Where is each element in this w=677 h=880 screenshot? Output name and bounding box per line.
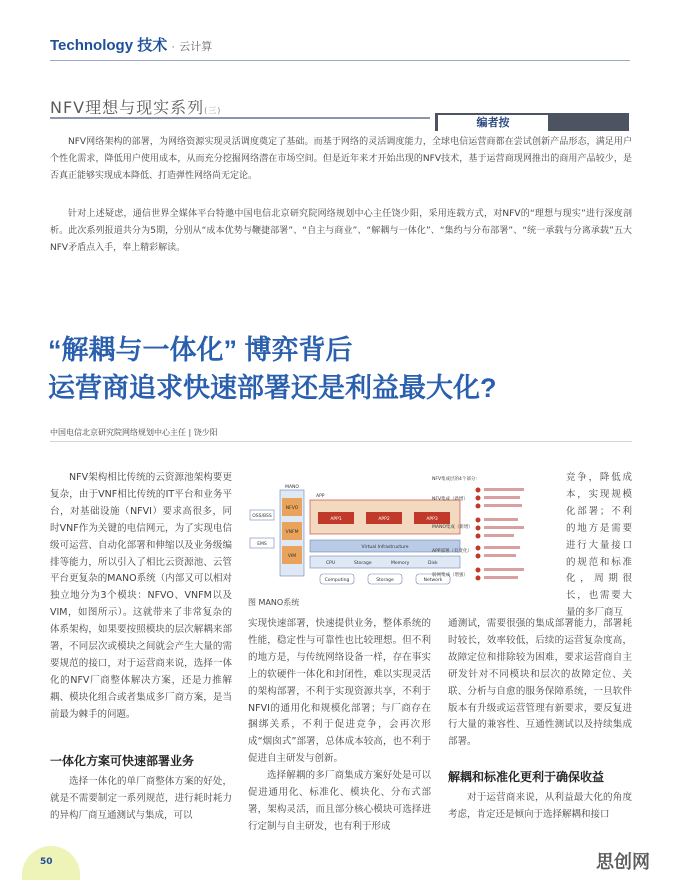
author-rule xyxy=(50,441,632,442)
section-category: 云计算 xyxy=(179,41,213,53)
header-separator: · xyxy=(171,41,176,53)
col3-subheading: 解耦和标准化更利于确保收益 xyxy=(448,770,605,784)
legend-group-2: MANO集成（新增） xyxy=(432,525,473,530)
oss-bss-label: OSS/BSS xyxy=(252,514,272,519)
column-3-continued xyxy=(448,790,632,824)
app1-label: APP1 xyxy=(330,517,342,522)
editor-note-paragraph-2: 针对上述疑虑，通信世界全媒体平台特邀中国电信北京研究院网络规划中心主任饶少阳，采用连载方式，对NFV的“理想与现实”进行深度剖析。此次系列报道共分为5期，分别从“成本优势与鞭捷部署”、“自主与商业”、“解耦与一体化”、“集约与分布部署”、“统一承载与分离承载”五大NFV矛盾点入手，奉上精彩解读。 xyxy=(50,209,632,253)
app2-label: APP2 xyxy=(378,517,390,522)
series-title-text: NFV理想与现实系列 xyxy=(50,98,205,117)
legend-group-1: NFV集成（新增） xyxy=(432,497,469,502)
col3-paragraph-2: 通测试，需要很强的集成部署能力，部署耗时较长，效率较低，后续的运营复杂度高，故障定位和排除较为困难，要求运营商自主研发针对不同模块和层次的故障定位、关联、分析与自愈的服务保障系统，一旦软件版本有升级或运营管理有新要求，要反复进行大量的兼容性、互通性测试以及持续集成部署。 xyxy=(448,618,632,748)
col1-paragraph-2: 选择一体化的单厂商整体方案的好处，就是不需要制定一系列规范，进行耗时耗力的异构厂商互通测试与集成，可以 xyxy=(50,776,232,821)
col2-paragraph-1: 实现快速部署，快速提供业务，整体系统的性能，稳定性与可靠性也比较理想。但不利的地方是，与传统网络设备一样，存在事实上的软硬件一体化和封闭性，难以实现灵活的架构部署，不利于实现资源共享，不利于NFVI的通用化和规模化部署；与厂商存在捆绑关系，不利于促进竞争，会再次形成“烟囱式”部署，总体成本较高，也不利于促进自主研发与创新。 xyxy=(248,618,431,765)
col2-paragraph-2: 选择解耦的多厂商集成方案好处是可以促进通用化、标准化、模块化、分布式部署，架构灵活，而且部分核心模块可选择进行定制与自主研发，也有利于形成 xyxy=(248,770,431,832)
cpu-label: CPU xyxy=(326,561,336,566)
mano-label: MANO xyxy=(285,485,299,490)
column-3-top xyxy=(566,470,632,622)
article-title-line-1: “解耦与一体化” 博弈背后 xyxy=(48,335,353,365)
section-name-en: Technology xyxy=(50,37,134,54)
series-title xyxy=(50,95,221,118)
column-3 xyxy=(448,616,632,751)
network-label: Network xyxy=(423,578,443,583)
ems-label: EMS xyxy=(257,542,267,547)
legend-title: NFV集成层的4个部分： xyxy=(432,477,480,482)
article-title-line-2: 运营商追求快速部署还是利益最大化? xyxy=(48,373,497,403)
legend-group-4: 弱网集成（增强） xyxy=(432,573,468,578)
app3-label: APP3 xyxy=(426,517,438,522)
series-number: (三) xyxy=(204,106,222,115)
section-header xyxy=(50,34,212,55)
nfvo-label: NFVO xyxy=(285,506,299,511)
virtual-infrastructure-label: Virtual Infrastructure xyxy=(361,545,409,550)
section-name-cn: 技术 xyxy=(137,37,168,54)
page-number: 50 xyxy=(40,857,53,867)
column-1-continued xyxy=(50,774,232,825)
vnfm-label: VNFM xyxy=(285,530,299,535)
column-2 xyxy=(248,616,431,836)
vim-label: VIM xyxy=(287,554,297,559)
col3-paragraph-3: 对于运营商来说，从利益最大化的角度考虑，肯定还是倾向于选择解耦和接口 xyxy=(448,792,632,820)
editor-note-label: 编者按 xyxy=(438,115,548,131)
column-1 xyxy=(50,470,232,724)
series-rule xyxy=(50,117,430,119)
header-rule xyxy=(50,60,630,61)
watermark: 思创网 xyxy=(596,852,650,873)
disk-label: Disk xyxy=(428,561,438,566)
memory-label: Memory xyxy=(391,561,410,566)
storage-res-label: Storage xyxy=(376,578,394,583)
computing-label: Computing xyxy=(324,578,350,583)
editor-note-paragraph-1: NFV网络架构的部署，为网络资源实现灵活调度奠定了基础。而基于网络的灵活调度能力，全球电信运营商都在尝试创新产品形态，满足用户个性化需求，降低用户使用成本，从而充分挖掘网络潜在市场空间。但是近年来才开始出现的NFV技术，基于运营商现网推出的商用产品较少，是否真正能够实现成本降低、打造弹性网络尚无定论。 xyxy=(50,137,632,181)
mano-diagram xyxy=(246,470,586,610)
figure-caption: 图 MANO系统 xyxy=(248,598,300,607)
storage-label: Storage xyxy=(354,561,372,566)
legend-group-3: APP部署（有变化） xyxy=(432,549,473,554)
article-author: 中国电信北京研究院网络规划中心主任 | 饶少阳 xyxy=(50,428,218,437)
app-layer-label: APP xyxy=(316,494,325,499)
col1-paragraph-1: NFV架构相比传统的云资源池架构要更复杂，由于VNF相比传统的IT平台和业务平台，对基础设施（NFVI）要求高很多，同时VNF作为关键的电信网元，为了实现电信级可运营、自动化部署和伸缩以及业务级编排等能力，所以引入了相比云资源池、云管平台更复杂的MANO系统（内部又可以相对独立地分为3个模块：NFVO、VNFM以及VIM，如图所示）。这就带来了非常复杂的体系架构，如果要按照模块的层次解耦来部署，不同层次或模块之间就会产生大量的需要规范的接口，对于运营商来说，选择一体化的NFV厂商整体解决方案，还是力推解耦、模块化组合或者集成多厂商方案，是当前最为棘手的问题。 xyxy=(50,472,232,720)
col1-subheading: 一体化方案可快速部署业务 xyxy=(50,754,195,768)
col3-paragraph-1: 竞争，降低成本，实现规模化部署；不利的地方是需要进行大量接口的规范和标准化，周期很长，也需要大量的多厂商互 xyxy=(566,472,632,619)
